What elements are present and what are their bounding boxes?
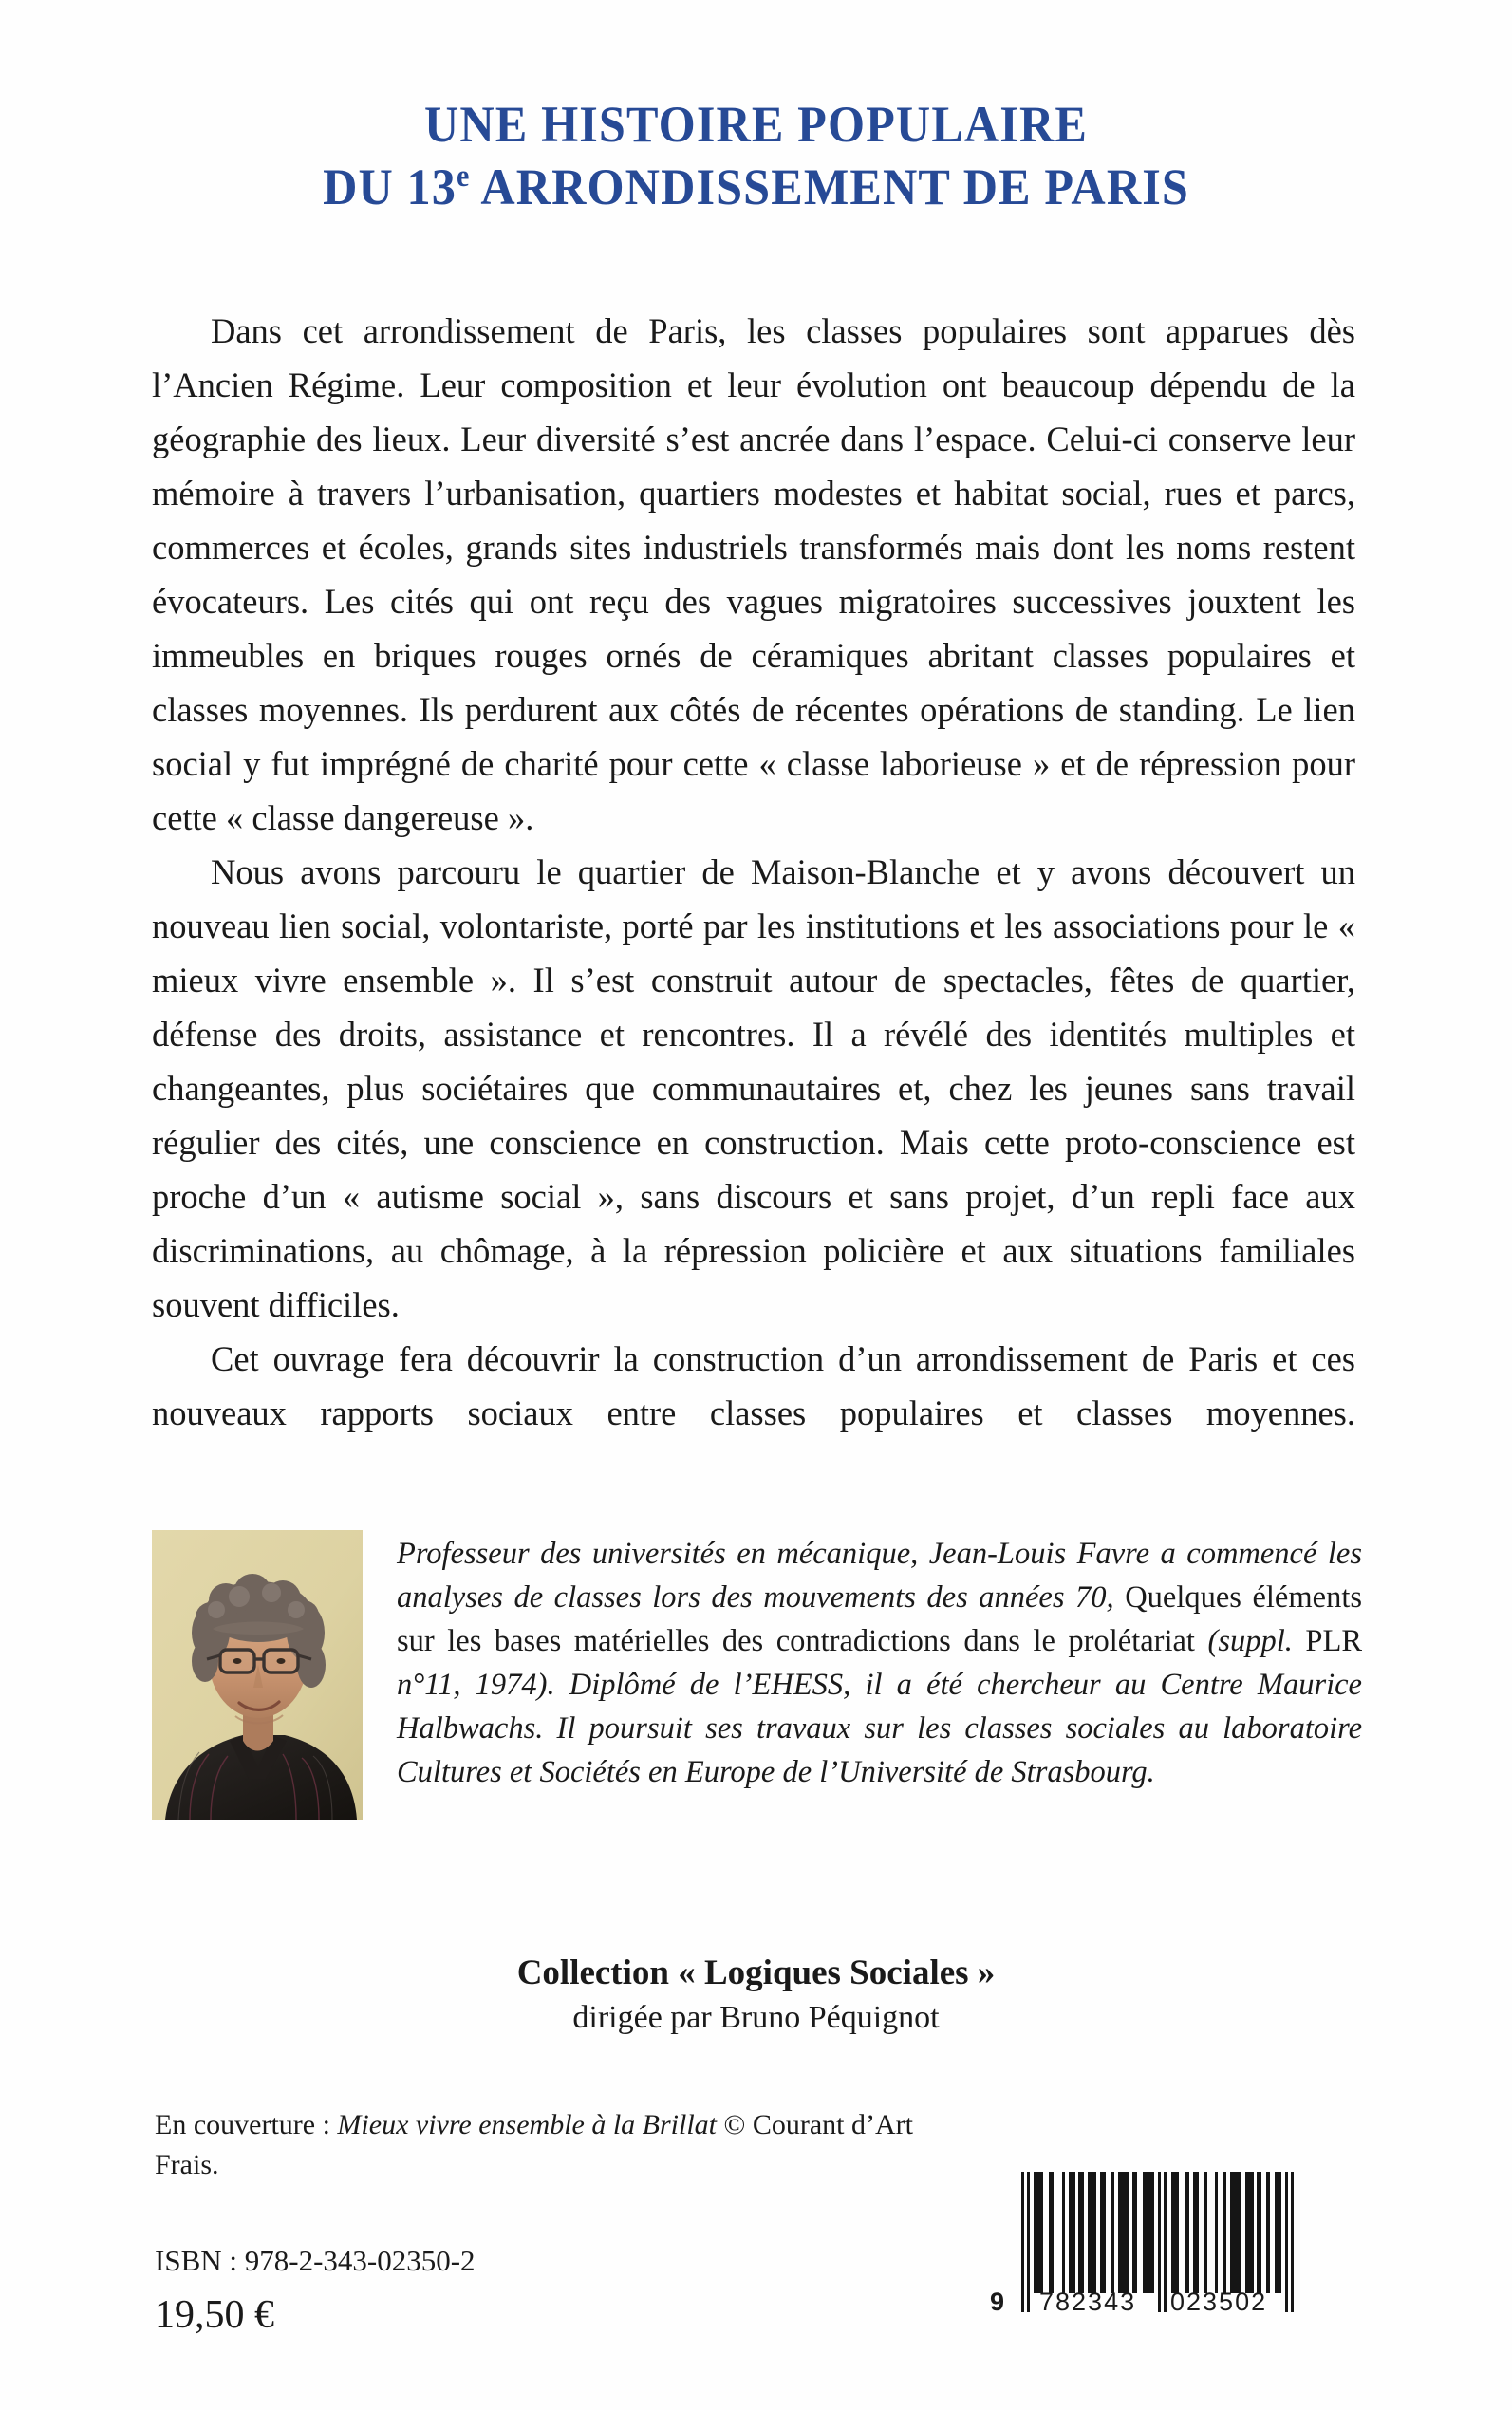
ordinal-suffix: e bbox=[456, 159, 471, 194]
barcode-lead-digit: 9 bbox=[990, 2288, 1007, 2316]
blurb-paragraph-1: Dans cet arrondissement de Paris, les classes populaires sont apparues dès l’Ancien Régime. Leur composition et leur évolution ont beaucoup dépendu de la géographie des lieux. Leur diversité s’est ancrée dans l’espace. Celui-ci conserve leur mémoire à travers l’urbanisation, quartiers modestes et habitat social, rues et parcs, commerces et écoles, grands sites industriels transformés mais dont les noms restent évocateurs. Les cités qui ont reçu des vagues migratoires successives jouxtent les immeubles en briques rouges ornés de céramiques abritant classes populaires et classes moyennes. Ils perdurent aux côtés de récentes opérations de standing. Le lien social y fut imprégné de charité pour cette « classe laborieuse » et de répression pour cette « classe dangereuse ». bbox=[152, 311, 1355, 837]
isbn-text: ISBN : 978-2-343-02350-2 bbox=[155, 2244, 476, 2277]
bio-segment-1: Professeur des universités en mécanique, Jean-Louis Favre a commencé les analyses de classes lors des mouvements des années 70, bbox=[397, 1537, 1362, 1615]
cover-credit-label: En couverture : bbox=[155, 2109, 338, 2140]
cover-credit-work: Mieux vivre ensemble à la Brillat bbox=[337, 2109, 718, 2140]
cover-credit-copyright: © Courant d’Art Frais. bbox=[155, 2109, 913, 2180]
cover-credit bbox=[155, 2105, 914, 2185]
book-title bbox=[0, 93, 1512, 218]
blurb-paragraph-3: Cet ouvrage fera découvrir la construction d’un arrondissement de Paris et ces nouveaux rapports sociaux entre classes populaires et classes moyennes. bbox=[152, 1339, 1355, 1432]
ean13-barcode bbox=[990, 2172, 1313, 2339]
barcode-digits bbox=[990, 2288, 1313, 2326]
author-portrait-illustration bbox=[152, 1530, 363, 1820]
bio-segment-4: PLR bbox=[1305, 1624, 1362, 1658]
blurb-text bbox=[152, 304, 1355, 1494]
title-line-2-pre: DU 13 bbox=[323, 159, 457, 215]
title-line-2 bbox=[53, 156, 1459, 218]
bio-segment-5: n°11, 1974). Diplômé de l’EHESS, il a été chercheur au Centre Maurice Halbwachs. Il poursuit ses travaux sur les classes sociales au laboratoire Cultures et Sociétés en Europe de l’Université de Strasbourg. bbox=[397, 1668, 1362, 1789]
blurb-paragraph-2: Nous avons parcouru le quartier de Maison-Blanche et y avons découvert un nouveau lien social, volontariste, porté par les institutions et les associations pour le « mieux vivre ensemble ». Il s’est construit autour de spectacles, fêtes de quartier, défense des droits, assistance et rencontres. Il a révélé des identités multiples et changeantes, plus sociétaires que communautaires et, chez les jeunes sans travail régulier des cités, une conscience en construction. Mais cette proto-conscience est proche d’un « autisme social », sans discours et sans projet, d’un repli face aux discriminations, au chômage, à la répression policière et aux situations familiales souvent difficiles. bbox=[152, 852, 1355, 1324]
collection-title: Collection « Logiques Sociales » bbox=[516, 1953, 996, 1992]
author-bio-text bbox=[397, 1530, 1362, 1794]
title-line-1: UNE HISTOIRE POPULAIRE bbox=[424, 96, 1088, 153]
bio-segment-3: (suppl. bbox=[1194, 1624, 1306, 1658]
barcode-left-group: 782343 bbox=[1039, 2288, 1137, 2316]
barcode-right-group: 023502 bbox=[1170, 2288, 1268, 2316]
bio-segment-2: Quelques éléments sur les bases matérielles des contradictions dans le prolétariat bbox=[397, 1580, 1362, 1658]
price-text: 19,50 € bbox=[155, 2293, 274, 2337]
collection-director: dirigée par Bruno Péquignot bbox=[572, 2000, 940, 2035]
author-photo bbox=[152, 1530, 363, 1820]
author-bio-block bbox=[152, 1530, 1362, 1820]
title-line-2-post: ARRONDISSEMENT DE PARIS bbox=[470, 159, 1189, 215]
collection-block bbox=[0, 1951, 1512, 2040]
